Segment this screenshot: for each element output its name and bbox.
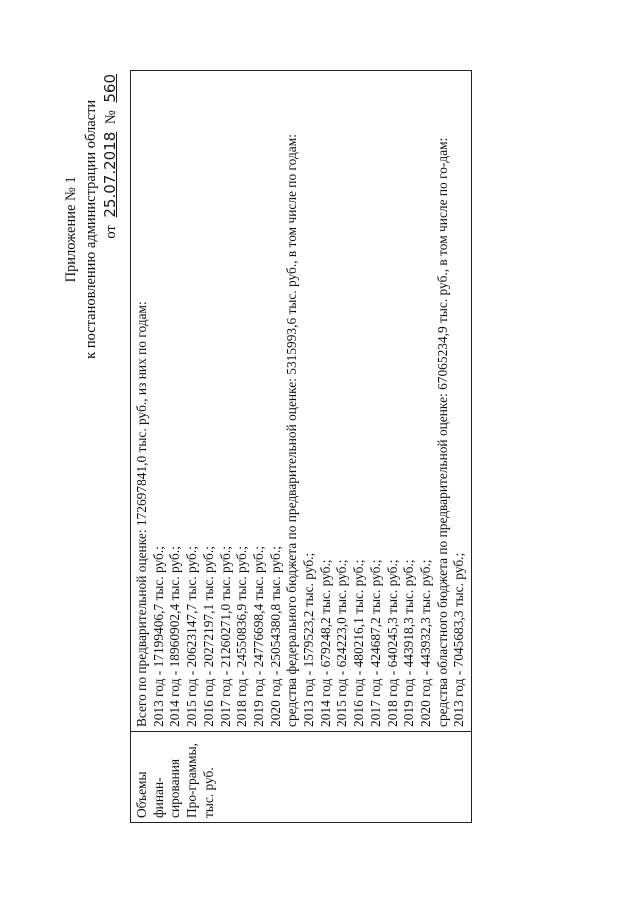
year-line: 2014 год - 18960902,4 тыс. руб.; — [167, 546, 183, 727]
funding-label-cell — [131, 732, 472, 823]
resolution-line: к постановлению администрации области — [82, 99, 99, 359]
year-line: 2016 год - 20272197,1 тыс. руб.; — [200, 546, 216, 727]
resolution-number: 560 — [101, 74, 119, 103]
year-line: 2015 год - 624223,0 тыс. руб.; — [334, 559, 350, 727]
funding-table — [130, 70, 472, 823]
regional-budget-line: средства областного бюджета по предварительной оценке: 67065234,9 тыс. руб., в том числе по го-дам: — [434, 137, 450, 727]
year-line: 2020 год - 25054380,8 тыс. руб.; — [267, 546, 283, 727]
resolution-date: 25.07.2018 — [101, 131, 119, 218]
federal-budget-line: средства федерального бюджета по предварительной оценке: 5315993,6 тыс. руб., в том числе по годам: — [284, 134, 300, 727]
resolution-date-line — [101, 70, 122, 389]
appendix-header — [62, 70, 122, 389]
appendix-title: Приложение № 1 — [63, 176, 79, 283]
year-line: 2019 год - 443918,3 тыс. руб.; — [401, 559, 417, 727]
total-line: Всего по предварительной оценке: 172697841,0 тыс. руб., из них по годам: — [134, 301, 149, 727]
number-sign: № — [103, 110, 119, 125]
year-line: 2013 год - 17199406,7 тыс. руб.; — [150, 546, 166, 727]
year-line: 2016 год - 480216,1 тыс. руб.; — [351, 559, 367, 727]
year-line: 2018 год - 640245,3 тыс. руб.; — [384, 559, 400, 727]
year-line: 2013 год - 1579523,2 тыс. руб.; — [301, 552, 317, 727]
funding-label: Объемы финан-сирования Про-граммы, тыс. руб. — [134, 743, 216, 818]
year-line: 2017 год - 424687,2 тыс. руб.; — [367, 559, 383, 727]
funding-row — [131, 71, 472, 823]
date-prefix: от — [103, 225, 119, 239]
year-line: 2017 год - 21260271,0 тыс. руб.; — [217, 546, 233, 727]
year-line: 2018 год - 24550836,9 тыс. руб.; — [234, 546, 250, 727]
funding-values-cell — [131, 71, 472, 732]
year-line: 2019 год - 24776698,4 тыс. руб.; — [250, 546, 266, 727]
year-line: 2015 год - 20623147,7 тыс. руб.; — [184, 546, 200, 727]
year-line: 2020 год - 443932,3 тыс. руб.; — [417, 559, 433, 727]
year-line: 2014 год - 679248,2 тыс. руб.; — [317, 559, 333, 727]
year-line: 2013 год - 7045683,3 тыс. руб.; — [451, 552, 467, 727]
